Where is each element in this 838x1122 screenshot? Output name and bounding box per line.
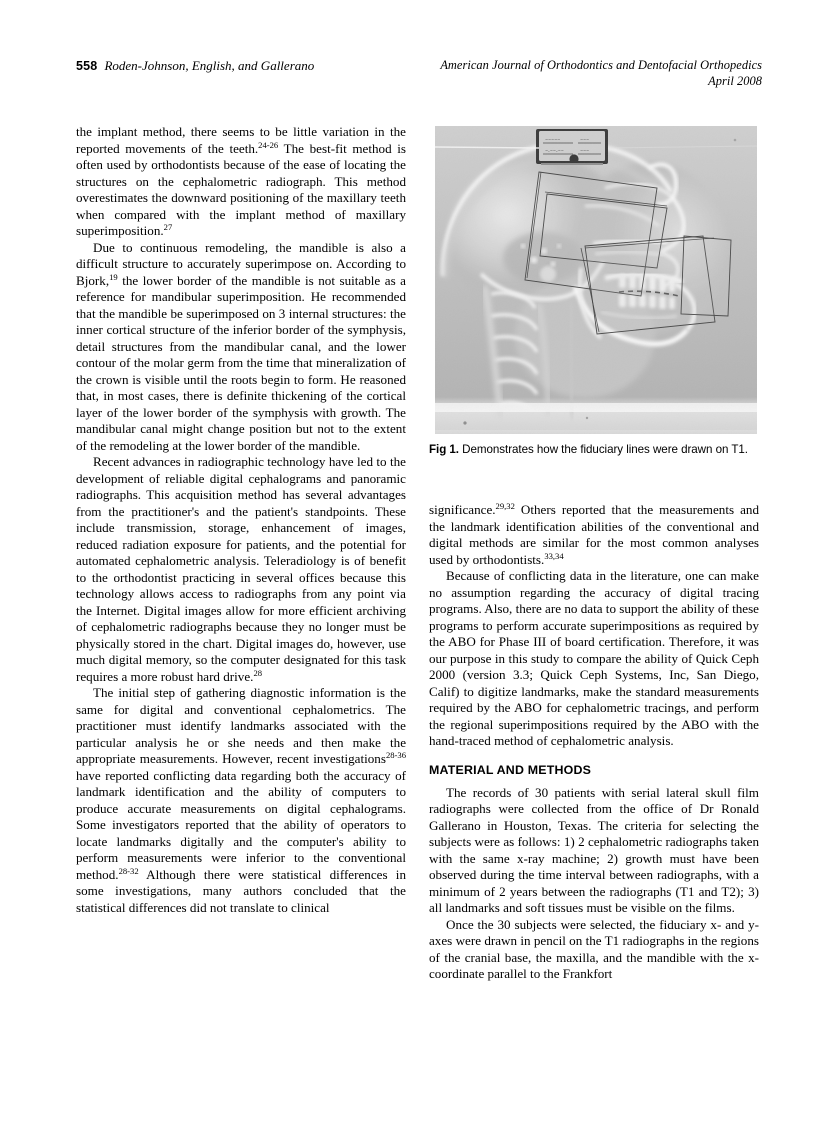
journal-title: American Journal of Orthodontics and Dentofacial Orthopedics (440, 58, 762, 72)
body-paragraph: Because of conflicting data in the literature, one can make no assumption regarding the accuracy of digital tracing programs. Also, there are no data to support the ability of these programs to perform accurate superimpositions as required by the ABO for Phase III of board certification. Therefore, it was our purpose in this study to compare the ability of Quick Ceph 2000 (version 3.3; Quick Ceph Systems, Inc, San Diego, Calif) to digitize landmarks, make the standard measurements required by the ABO for cephalometric tracings, and perform the regional superimpositions required by the ABO with the hand-traced method of cephalometric analysis. (429, 568, 759, 748)
running-head (76, 58, 762, 98)
running-head-authors: Roden-Johnson, English, and Gallerano (104, 58, 315, 73)
reference-superscript: 28-36 (385, 750, 406, 760)
figure-1 (435, 126, 757, 434)
body-paragraph: Once the 30 subjects were selected, the fiduciary x- and y-axes were drawn in pencil on the T1 radiographs in the regions of the cranial base, the maxilla, and the mandible with the x-coordinate parallel to the Frankfort (429, 916, 759, 981)
reference-superscript: 33,34 (544, 550, 564, 561)
reference-superscript: 28 (253, 667, 263, 678)
body-paragraph: The initial step of gathering diagnostic information is the same for digital and conventional cephalometrics. The practitioner must identify landmarks associated with the particular analysis he or she needs and then make the appropriate measurements. However, recent investigations$^{28-36}$ have reported conflicting data regarding both the accuracy of landmark identification and the ability of computers to produce accurate measurements on digital cephalograms. Some investigators reported that the ability of operators to locate landmarks digitally and the computer's ability to perform measurements were inferior to the conventional method.$^{28-32}$ Although there were statistical differences in some investigations, many authors concluded that the statistical differences did not translate to clinical (76, 685, 406, 915)
page-folio: 558 (76, 59, 98, 73)
reference-superscript: 24-26 (258, 139, 279, 150)
running-head-right (440, 58, 762, 89)
section-heading-material-and-methods: MATERIAL AND METHODS (429, 762, 592, 777)
reference-superscript: 27 (163, 222, 173, 232)
figure-caption (429, 443, 765, 458)
figure-label: Fig 1. (429, 443, 459, 456)
body-paragraph: Recent advances in radiographic technology have led to the development of reliable digital cephalograms and panoramic radiographs. This acquisition method has several advantages from the practitioner's and the patient's standpoints. These include transmission, storage, enhancement of images, reduced radiation exposure for patients, and the potential for automated cephalometric analysis. Teleradiology is of benefit to the orthodontist practicing in several offices because this technology allows access to radiographs from any point via the Internet. Digital images allow for more efficient archiving of cephalometric radiographs because they no longer must be physically stored in the chart. Digital images do, however, use much digital memory, so the computer designated for this task requires a more robust hard drive.$^{28}$ (76, 454, 406, 684)
body-column-right (429, 502, 759, 983)
figure-caption-text: Demonstrates how the fiduciary lines were drawn on T1. (462, 443, 748, 456)
reference-superscript: 19 (109, 271, 118, 282)
radiograph-svg (435, 126, 757, 434)
body-paragraph: The records of 30 patients with serial lateral skull film radiographs were collected from the office of Dr Ronald Gallerano in Houston, Texas. The criteria for selecting the subjects were as follows: 1) 2 cephalometric radiographs taken with the same x-ray machine; 2) growth must have been observed during the time interval between radiographs, with a minimum of 2 years between the radiographs (T1 and T2); 3) all landmarks and soft tissues must be visible on the films. (429, 784, 759, 915)
reference-superscript: 28-32 (118, 865, 139, 876)
body-paragraph: Due to continuous remodeling, the mandible is also a difficult structure to accurately superimpose on. According to Bjork,$^{19}$ the lower border of the mandible is not suitable as a reference for mandibular superimposition. He recommended that the mandible be superimposed on 3 internal structures: the inner cortical structure of the inferior border of the symphysis, detail structures from the mandibular canal, and the lower contour of the molar germ from the time that mineralization of the crown is visible until the roots begin to form. He reasoned that, in most cases, there is definite thickening of the cortical layer of the lower border of the symphysis with growth. The mandibular canal might change position but not to the extent of the remodeling at the lower border of the mandible. (76, 239, 406, 453)
issue-date: April 2008 (708, 73, 762, 88)
running-head-left (76, 58, 314, 74)
body-column-left (76, 124, 406, 916)
reference-superscript: 29,32 (495, 501, 515, 511)
body-paragraph: significance.$^{29,32}$ Others reported that the measurements and the landmark identification abilities of the conventional and digital methods are similar for the most common analyses used by orthodontists.$^{33,34}$ (429, 501, 759, 567)
cephalometric-radiograph-image (435, 126, 757, 434)
body-paragraph: the implant method, there seems to be little variation in the reported movements of the teeth.$^{24-26}$ The best-fit method is often used by orthodontists because of the ease of locating the structures on the cephalometric radiograph. This method overestimates the downward positioning of the maxillary teeth when compared with the implant method of maxillary superimposition.$^{27}$ (76, 124, 406, 238)
